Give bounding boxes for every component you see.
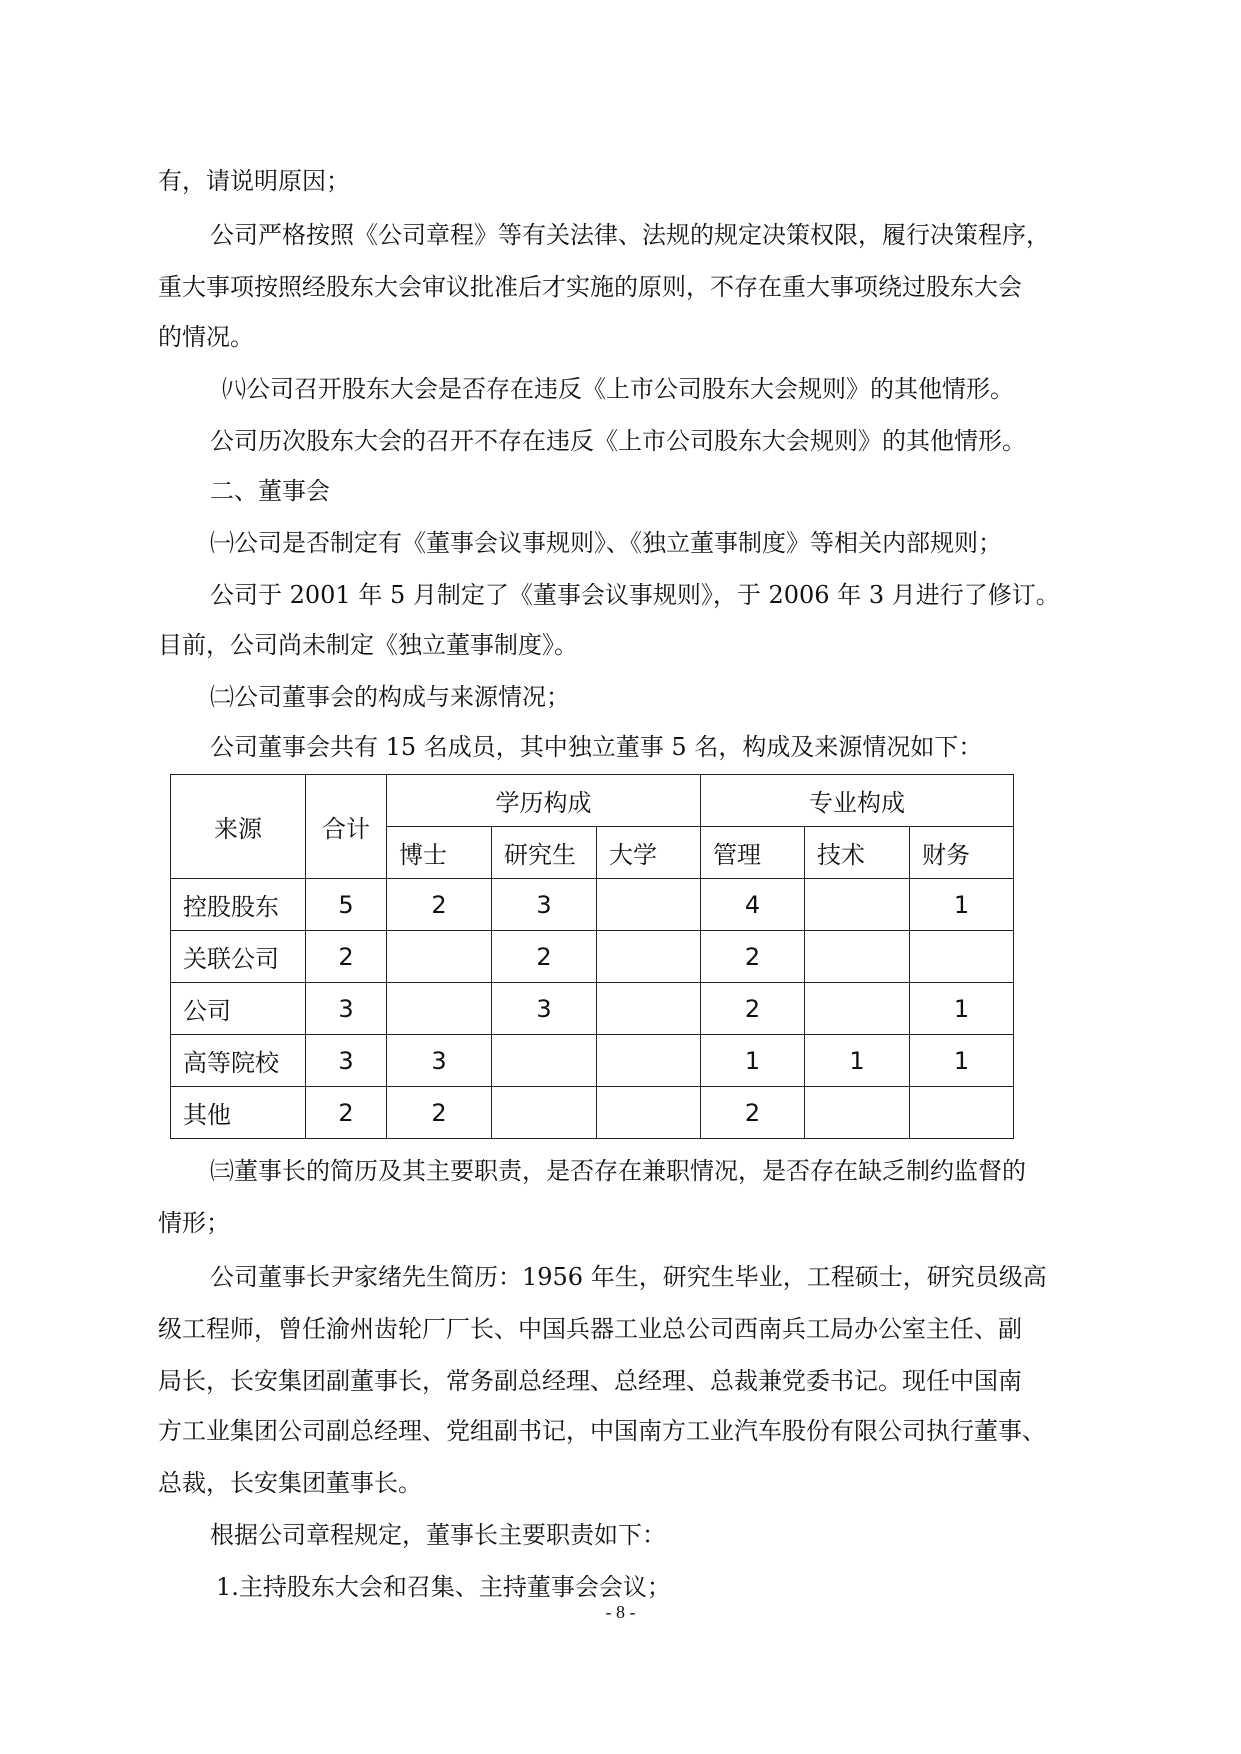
chairman-duties-intro: 根据公司章程规定，董事长主要职责如下：: [210, 1521, 666, 1549]
answer-board-1-cont: 目前，公司尚未制定《独立董事制度》。: [158, 631, 578, 659]
paragraph-decision-procedure-end: 的情况。: [158, 323, 254, 351]
answer-board-1: 公司于 2001 年 5 月制定了《董事会议事规则》，于 2006 年 3 月进行了修订。: [210, 581, 1060, 609]
row-phd: 2: [387, 879, 492, 931]
table-header-row: [171, 775, 1014, 827]
row-total: 3: [306, 1035, 387, 1087]
table-row: [171, 1035, 1014, 1087]
row-total: 5: [306, 879, 387, 931]
header-graduate: 研究生: [492, 827, 597, 879]
row-finance: 1: [910, 983, 1014, 1035]
row-finance: 1: [910, 879, 1014, 931]
answer-8: 公司历次股东大会的召开不存在违反《上市公司股东大会规则》的其他情形。: [210, 427, 1026, 455]
row-management: 2: [701, 983, 805, 1035]
row-total: 2: [306, 931, 387, 983]
row-source: 其他: [171, 1087, 306, 1139]
paragraph-decision-procedure: 公司严格按照《公司章程》等有关法律、法规的规定决策权限，履行决策程序，: [210, 221, 1050, 249]
table-row: [171, 931, 1014, 983]
header-management: 管理: [701, 827, 805, 879]
row-finance: [910, 1087, 1014, 1139]
row-finance: [910, 931, 1014, 983]
row-graduate: 3: [492, 879, 597, 931]
header-technology: 技术: [805, 827, 910, 879]
chairman-resume-cont-1: 级工程师，曾任渝州齿轮厂厂长、中国兵器工业总公司西南兵工局办公室主任、副: [158, 1315, 1022, 1343]
row-university: [597, 1035, 701, 1087]
board-composition-table: [170, 774, 1014, 1139]
table-row: [171, 1087, 1014, 1139]
header-finance: 财务: [910, 827, 1014, 879]
row-phd: 3: [387, 1035, 492, 1087]
question-board-3-cont: 情形；: [158, 1209, 230, 1237]
row-university: [597, 1087, 701, 1139]
answer-board-2: 公司董事会共有 15 名成员，其中独立董事 5 名，构成及来源情况如下：: [210, 733, 983, 761]
row-management: 4: [701, 879, 805, 931]
row-technology: [805, 931, 910, 983]
chairman-duty-1: 1.主持股东大会和召集、主持董事会会议；: [216, 1573, 671, 1601]
row-source: 关联公司: [171, 931, 306, 983]
chairman-resume-cont-2: 局长，长安集团副董事长，常务副总经理、总经理、总裁兼党委书记。现任中国南: [158, 1367, 1022, 1395]
page-number: - 8 -: [605, 1602, 636, 1622]
question-board-1: ㈠公司是否制定有《董事会议事规则》、《独立董事制度》等相关内部规则；: [210, 529, 1002, 557]
header-total: 合计: [306, 775, 387, 879]
header-education: 学历构成: [387, 775, 701, 827]
row-graduate: [492, 1035, 597, 1087]
row-management: 2: [701, 931, 805, 983]
header-source: 来源: [171, 775, 306, 879]
header-phd: 博士: [387, 827, 492, 879]
row-phd: 2: [387, 1087, 492, 1139]
paragraph-decision-procedure-cont: 重大事项按照经股东大会审议批准后才实施的原则，不存在重大事项绕过股东大会: [158, 273, 1022, 301]
row-technology: [805, 1087, 910, 1139]
row-total: 3: [306, 983, 387, 1035]
row-technology: [805, 983, 910, 1035]
section-heading-board: 二、董事会: [210, 477, 330, 505]
question-board-2: ㈡公司董事会的构成与来源情况；: [210, 683, 570, 711]
row-university: [597, 983, 701, 1035]
chairman-resume-cont-3: 方工业集团公司副总经理、党组副书记，中国南方工业汽车股份有限公司执行董事、: [158, 1417, 1046, 1445]
header-university: 大学: [597, 827, 701, 879]
question-8: ㈧公司召开股东大会是否存在违反《上市公司股东大会规则》的其他情形。: [222, 375, 1014, 403]
row-technology: [805, 879, 910, 931]
row-total: 2: [306, 1087, 387, 1139]
table-row: [171, 983, 1014, 1035]
chairman-resume: 公司董事长尹家绪先生简历：1956 年生，研究生毕业，工程硕士，研究员级高: [210, 1263, 1047, 1291]
row-management: 2: [701, 1087, 805, 1139]
row-university: [597, 931, 701, 983]
row-graduate: [492, 1087, 597, 1139]
row-management: 1: [701, 1035, 805, 1087]
chairman-resume-cont-4: 总裁，长安集团董事长。: [158, 1469, 422, 1497]
table-row: [171, 879, 1014, 931]
row-graduate: 3: [492, 983, 597, 1035]
row-phd: [387, 983, 492, 1035]
row-source: 控股股东: [171, 879, 306, 931]
paragraph-continuation: 有，请说明原因；: [158, 167, 350, 195]
question-board-3: ㈢董事长的简历及其主要职责，是否存在兼职情况，是否存在缺乏制约监督的: [210, 1157, 1026, 1185]
row-technology: 1: [805, 1035, 910, 1087]
row-graduate: 2: [492, 931, 597, 983]
row-source: 公司: [171, 983, 306, 1035]
row-source: 高等院校: [171, 1035, 306, 1087]
row-phd: [387, 931, 492, 983]
row-finance: 1: [910, 1035, 1014, 1087]
header-profession: 专业构成: [701, 775, 1014, 827]
row-university: [597, 879, 701, 931]
